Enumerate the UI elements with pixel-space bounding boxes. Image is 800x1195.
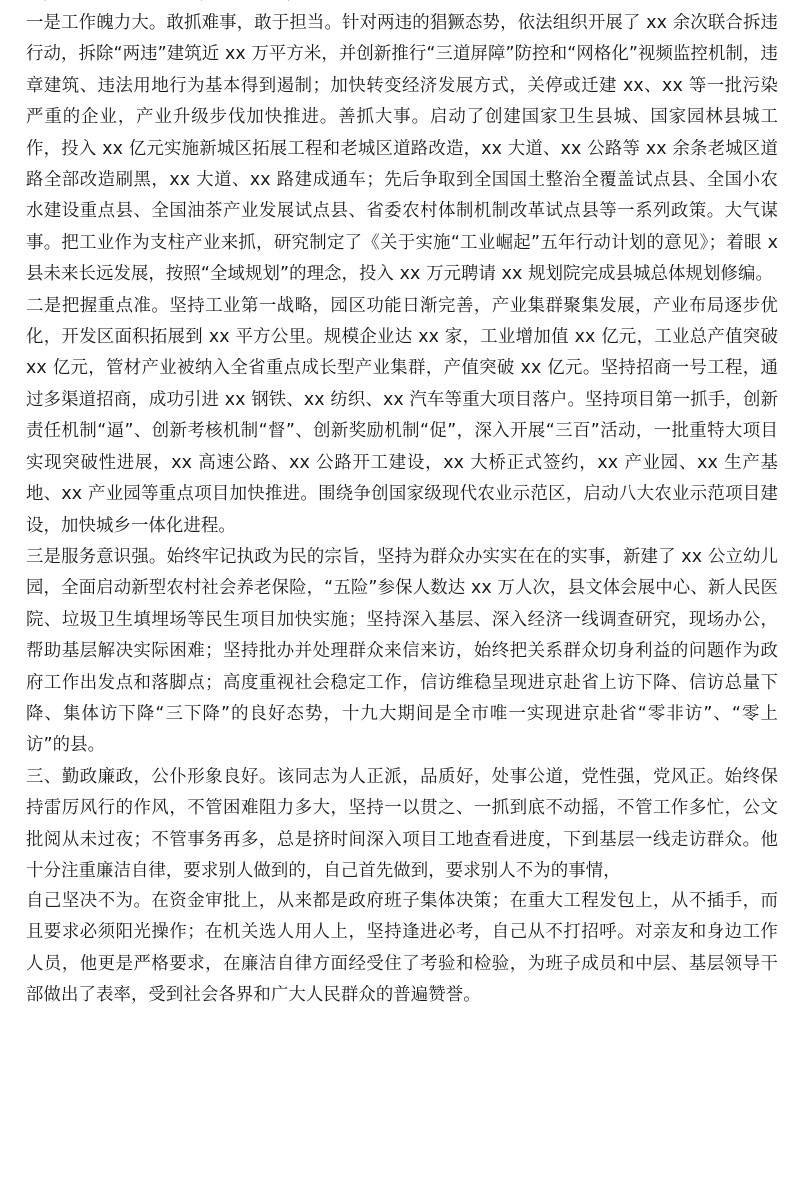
partial-top-line-text [26, 0, 530, 8]
paragraph-integrity-continued: 自己坚决不为。在资金审批上，从来都是政府班子集体决策；在重大工程发包上，从不插手，而且要求必须阳光操作；在机关选人用人上，坚持逢进必考，自己从不打招呼。对亲友和身边工作人员，他更是严格要求，在廉洁自律方面经受住了考验和检验，为班子成员和中层、基层领导干部做出了表率，受到社会各界和广大人民群众的普遍赞誉。 [26, 891, 778, 1006]
partial-top-line [26, 0, 778, 8]
paragraph-integrity: 三、勤政廉政，公仆形象良好。该同志为人正派，品质好，处事公道，党性强，党风正。始终保持雷厉风行的作风，不管困难阻力多大，坚持一以贯之、一抓到底不动摇，不管工作多忙，公文批阅从未过夜；不管事务再多，总是挤时间深入项目工地查看进度，下到基层一线走访群众。他十分注重廉洁自律，要求别人做到的，自己首先做到，要求别人不为的事情， [26, 766, 778, 881]
page-top-section [26, 0, 778, 887]
paragraph-key-focus: 二是把握重点准。坚持工业第一战略，园区功能日渐完善，产业集群聚集发展，产业布局逐步优化，开发区面积拓展到 xx 平方公里。规模企业达 xx 家，工业增加值 xx 亿元，工业总产值突破 xx 亿元，管材产业被纳入全省重点成长型产业集群，产值突破 xx 亿元。坚持招商一号工程，通过多渠道招商，成功引进 xx 钢铁、xx 纺织、xx 汽车等重大项目落户。坚持项目第一抓手，创新责任机制“逼”、创新考核机制“督”、创新奖励机制“促”，深入开展“三百”活动，一批重特大项目实现突破性进展，xx 高速公路、xx 公路开工建设，xx 大桥正式签约，xx 产业园、xx 生产基地、xx 产业园等重点项目加快推进。围绕争创国家级现代农业示范区，启动八大农业示范项目建设，加快城乡一体化进程。 [26, 295, 778, 536]
page-bottom-section [26, 886, 778, 1012]
paragraph-service-awareness: 三是服务意识强。始终牢记执政为民的宗旨，坚持为群众办实实在在的实事，新建了 xx 公立幼儿园，全面启动新型农村社会养老保险，“五险”参保人数达 xx 万人次，县文体会展中心、新人民医院、垃圾卫生填埋场等民生项目加快实施；坚持深入基层、深入经济一线调查研究，现场办公，帮助基层解决实际困难；坚持批办并处理群众来信来访，始终把关系群众切身利益的问题作为政府工作出发点和落脚点；高度重视社会稳定工作，信访维稳呈现进京赴省上访下降、信访总量下降、集体访下降“三下降”的良好态势，十九大期间是全市唯一实现进京赴省“零非访”、“零上访”的县。 [26, 546, 778, 756]
paragraph-work-courage: 一是工作魄力大。敢抓难事，敢于担当。针对两违的猖獗态势，依法组织开展了 xx 余次联合拆违行动，拆除“两违”建筑近 xx 万平方米，并创新推行“三道屏障”防控和“网格化”视频监控机制，违章建筑、违法用地行为基本得到遏制；加快转变经济发展方式，关停或迁建 xx、xx 等一批污染严重的企业，产业升级步伐加快推进。善抓大事。启动了创建国家卫生县城、国家园林县城工作，投入 xx 亿元实施新城区拓展工程和老城区道路改造，xx 大道、xx 公路等 xx 余条老城区道路全部改造刷黑，xx 大道、xx 路建成通车；先后争取到全国国土整治全覆盖试点县、全国小农水建设重点县、全国油茶产业发展试点县、省委农村体制机制改革试点县等一系列政策。大气谋事。把工业作为支柱产业来抓，研究制定了《关于实施“工业崛起”五年行动计划的意见》；着眼 x 县未来长远发展，按照“全域规划”的理念，投入 xx 万元聘请 xx 规划院完成县城总体规划修编。 [26, 13, 778, 285]
